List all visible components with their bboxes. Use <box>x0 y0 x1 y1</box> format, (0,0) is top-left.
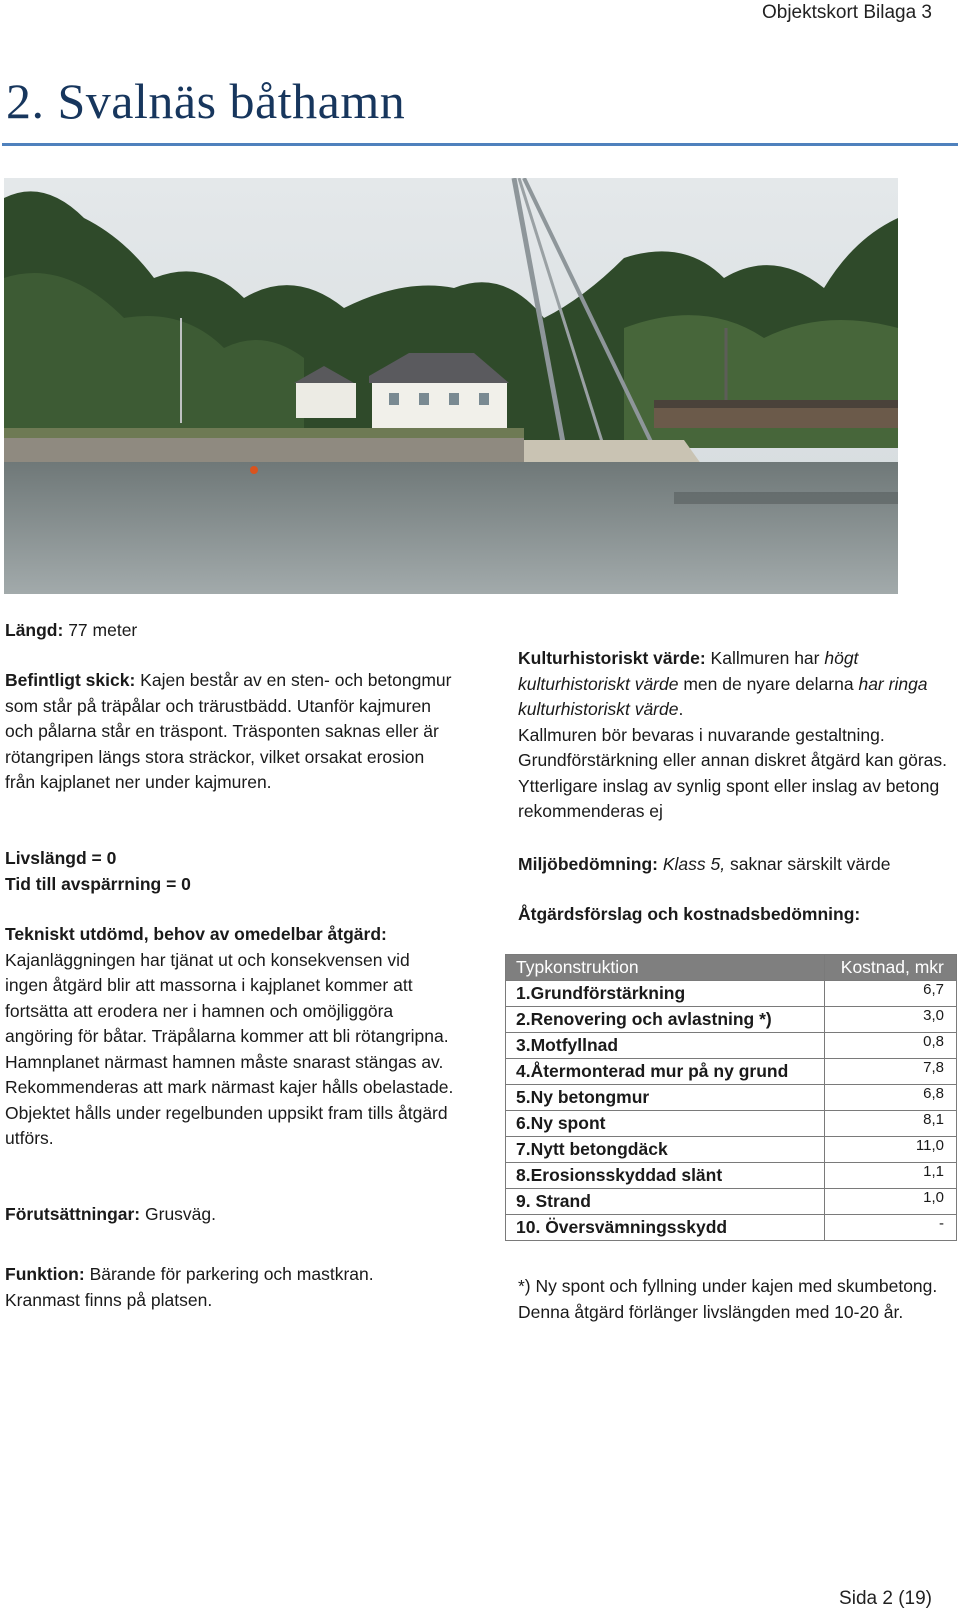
function-block <box>5 1262 455 1313</box>
page-title: 2. Svalnäs båthamn <box>6 73 406 129</box>
existing-condition-label: Befintligt skick: <box>5 670 136 690</box>
page-header: Objektskort Bilaga 3 <box>761 2 932 23</box>
function-value: Bärande för parkering och mastkran. <box>84 1264 374 1284</box>
cultural-text-3: . <box>678 699 684 719</box>
cost-value: 7,8 <box>824 1059 956 1085</box>
lifespan: Livslängd = 0 <box>5 848 117 868</box>
function-extra: Kranmast finns på platsen. <box>5 1289 213 1310</box>
cultural-recommendation: Kallmuren bör bevaras i nuvarande gestaltning. Grundförstärkning eller annan diskret åtgärd kan göras. Ytterligare inslag av synlig spont eller inslag av betong rekommenderas ej <box>518 724 947 821</box>
length-value: 77 meter <box>63 620 138 640</box>
existing-condition-text: Kajen består av en sten- och betongmur som står på träpålar och trärustbädd. Utanför kajmuren och pålarna står en träspont. Träsponten saknas eller är rötangripen längs stora sträckor, vilket orsakat erosion från kajplanet ner under kajmuren. <box>5 670 452 792</box>
cultural-text-low: har ringa kulturhistoriskt värde <box>518 673 928 719</box>
cultural-text-2: men de nyare delarna <box>678 673 859 694</box>
measures-heading-block <box>518 902 958 928</box>
cultural-text-high: högt kulturhistoriskt värde <box>518 648 859 694</box>
cost-table-wrapper <box>505 954 957 1241</box>
function-label: Funktion: <box>5 1264 85 1284</box>
table-row <box>506 1111 957 1137</box>
construction-type: 4.Återmonterad mur på ny grund <box>506 1059 825 1085</box>
measures-heading: Åtgärdsförslag och kostnadsbedömning: <box>518 904 861 924</box>
condemned-text: Kajanläggningen har tjänat ut och konsekvensen vid ingen åtgärd blir att massorna i kajplanet kommer att fortsätta att erodera ner i hamnen och omöjliggöra angöring för båtar. Träpålarna kommer att bli rötangripna. Hamnplanet närmast hamnen måste snarast stängas av. Rekommenderas att mark närmast kajer hålls obelastade. <box>5 949 454 1097</box>
table-row <box>506 1215 957 1241</box>
prerequisites-value: Grusväg. <box>140 1204 217 1224</box>
title-divider <box>2 143 958 146</box>
column-header-type: Typkonstruktion <box>506 955 825 981</box>
prerequisites-block <box>5 1202 455 1228</box>
page-number: Sida 2 (19) <box>839 1588 932 1609</box>
cost-value: 3,0 <box>824 1007 956 1033</box>
environment-block <box>518 852 958 878</box>
environment-class: Klass 5, <box>657 854 726 874</box>
condemned-block <box>5 922 455 1152</box>
table-row <box>506 1189 957 1215</box>
cost-table-header-row <box>506 955 957 981</box>
existing-condition-block <box>5 668 455 796</box>
construction-type: 1.Grundförstärkning <box>506 981 825 1007</box>
construction-type: 7.Nytt betongdäck <box>506 1137 825 1163</box>
table-row <box>506 1163 957 1189</box>
cost-value: 8,1 <box>824 1111 956 1137</box>
construction-type: 5.Ny betongmur <box>506 1085 825 1111</box>
prerequisites-label: Förutsättningar: <box>5 1204 141 1224</box>
cost-value: 11,0 <box>824 1137 956 1163</box>
construction-type: 2.Renovering och avlastning *) <box>506 1007 825 1033</box>
time-to-closure: Tid till avspärrning = 0 <box>5 873 191 894</box>
lifespan-block <box>5 846 455 897</box>
construction-type: 6.Ny spont <box>506 1111 825 1137</box>
environment-label: Miljöbedömning: <box>518 854 658 874</box>
table-row <box>506 1033 957 1059</box>
condemned-label: Tekniskt utdömd, behov av omedelbar åtgärd: <box>5 924 387 944</box>
footnote-block <box>518 1274 958 1325</box>
cost-value: - <box>824 1215 956 1241</box>
cost-value: 6,7 <box>824 981 956 1007</box>
harbor-photo <box>4 178 898 594</box>
cost-value: 0,8 <box>824 1033 956 1059</box>
environment-rest: saknar särskilt värde <box>725 854 891 874</box>
cost-value: 1,1 <box>824 1163 956 1189</box>
construction-type: 8.Erosionsskyddad slänt <box>506 1163 825 1189</box>
construction-type: 10. Översvämningsskydd <box>506 1215 825 1241</box>
cultural-value-label: Kulturhistoriskt värde: <box>518 648 706 668</box>
construction-type: 9. Strand <box>506 1189 825 1215</box>
cost-value: 1,0 <box>824 1189 956 1215</box>
table-row <box>506 1085 957 1111</box>
length-block <box>5 618 455 644</box>
table-row <box>506 1137 957 1163</box>
column-header-cost: Kostnad, mkr <box>824 955 956 981</box>
length-label: Längd: <box>5 620 64 640</box>
cost-table <box>505 954 957 1241</box>
cost-value: 6,8 <box>824 1085 956 1111</box>
table-row <box>506 1007 957 1033</box>
cultural-text-1: Kallmuren har <box>705 648 825 668</box>
monitor-text: Objektet hålls under regelbunden uppsikt fram tills åtgärd utförs. <box>5 1102 448 1148</box>
cultural-value-block <box>518 646 958 825</box>
footnote: *) Ny spont och fyllning under kajen med skumbetong. Denna åtgärd förlänger livslängden med 10-20 år. <box>518 1276 938 1322</box>
table-row <box>506 981 957 1007</box>
construction-type: 3.Motfyllnad <box>506 1033 825 1059</box>
table-row <box>506 1059 957 1085</box>
